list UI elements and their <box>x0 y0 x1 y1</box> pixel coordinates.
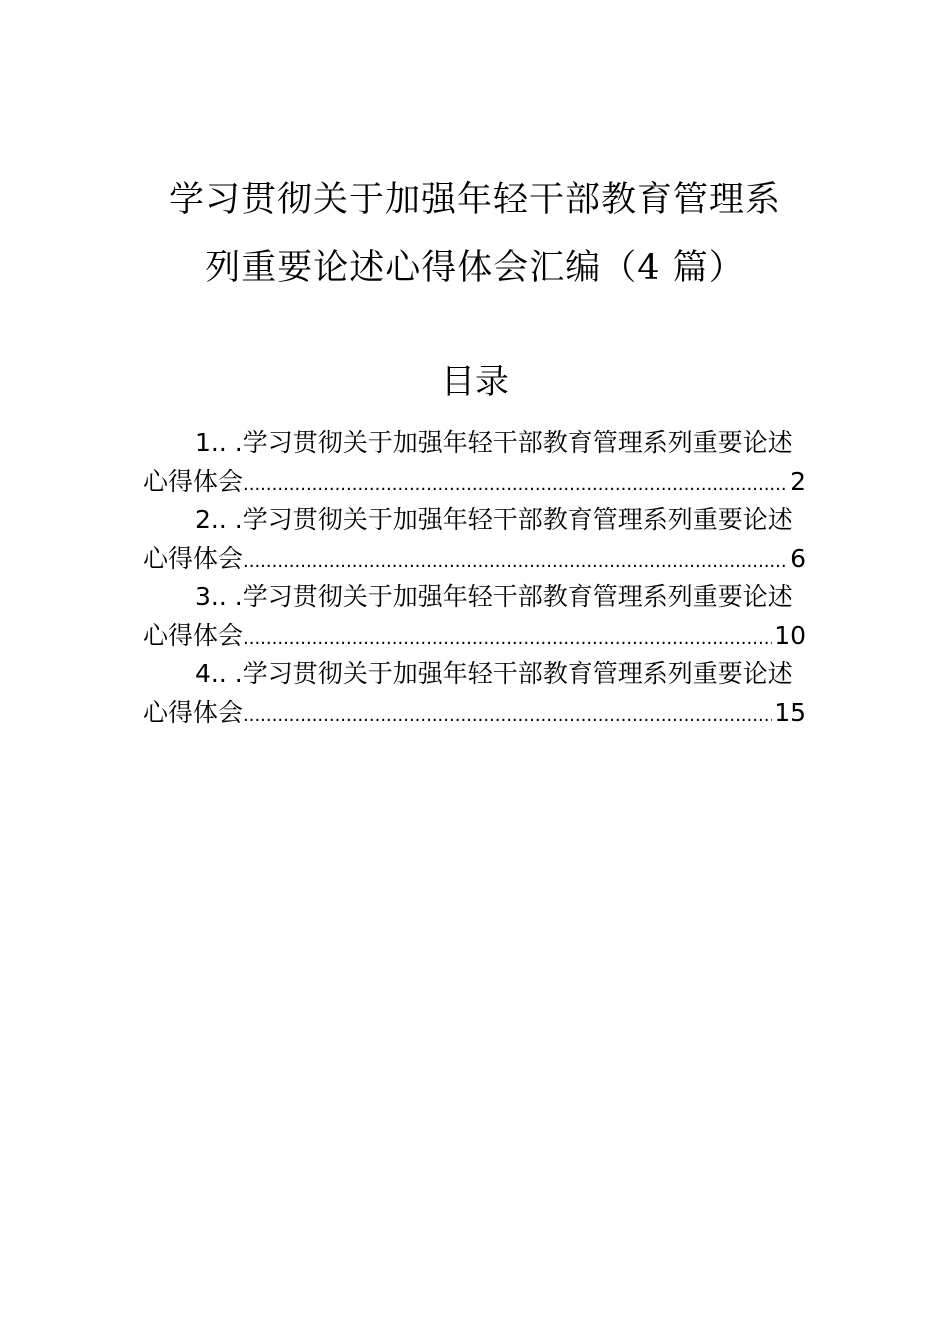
toc-entry-title: 1.. .学习贯彻关于加强年轻干部教育管理系列重要论述 <box>195 428 793 457</box>
toc-entry-continuation <box>143 694 806 732</box>
toc-dot-leader <box>243 620 772 658</box>
toc-page-number: 2 <box>790 467 806 496</box>
toc-entry-continuation <box>143 617 806 655</box>
document-title-line-2: 列重要论述心得体会汇编（4 篇） <box>205 248 745 288</box>
toc-heading: 目录 <box>441 362 509 402</box>
document-title-line-1: 学习贯彻关于加强年轻干部教育管理系 <box>168 180 781 220</box>
toc-entry[interactable] <box>143 424 806 501</box>
toc-entry-title-tail: 心得体会 <box>143 544 244 573</box>
toc-entry-continuation <box>143 540 806 578</box>
toc-entry-title-tail: 心得体会 <box>143 698 244 727</box>
toc-dot-leader <box>243 466 788 504</box>
toc-entry[interactable] <box>143 578 806 655</box>
toc-entry-title: 4.. .学习贯彻关于加强年轻干部教育管理系列重要论述 <box>195 659 793 688</box>
toc-entry-title-tail: 心得体会 <box>143 621 244 650</box>
toc-dot-leader <box>243 697 772 735</box>
toc-page-number: 15 <box>774 698 806 727</box>
toc-page-number: 6 <box>790 544 806 573</box>
toc-entry-title: 3.. .学习贯彻关于加强年轻干部教育管理系列重要论述 <box>195 582 793 611</box>
toc-entry[interactable] <box>143 655 806 732</box>
toc-entry[interactable] <box>143 501 806 578</box>
table-of-contents <box>143 424 806 732</box>
toc-page-number: 10 <box>774 621 806 650</box>
toc-dot-leader <box>243 543 788 581</box>
toc-entry-title-tail: 心得体会 <box>143 467 244 496</box>
toc-entry-title: 2.. .学习贯彻关于加强年轻干部教育管理系列重要论述 <box>195 505 793 534</box>
toc-entry-continuation <box>143 463 806 501</box>
